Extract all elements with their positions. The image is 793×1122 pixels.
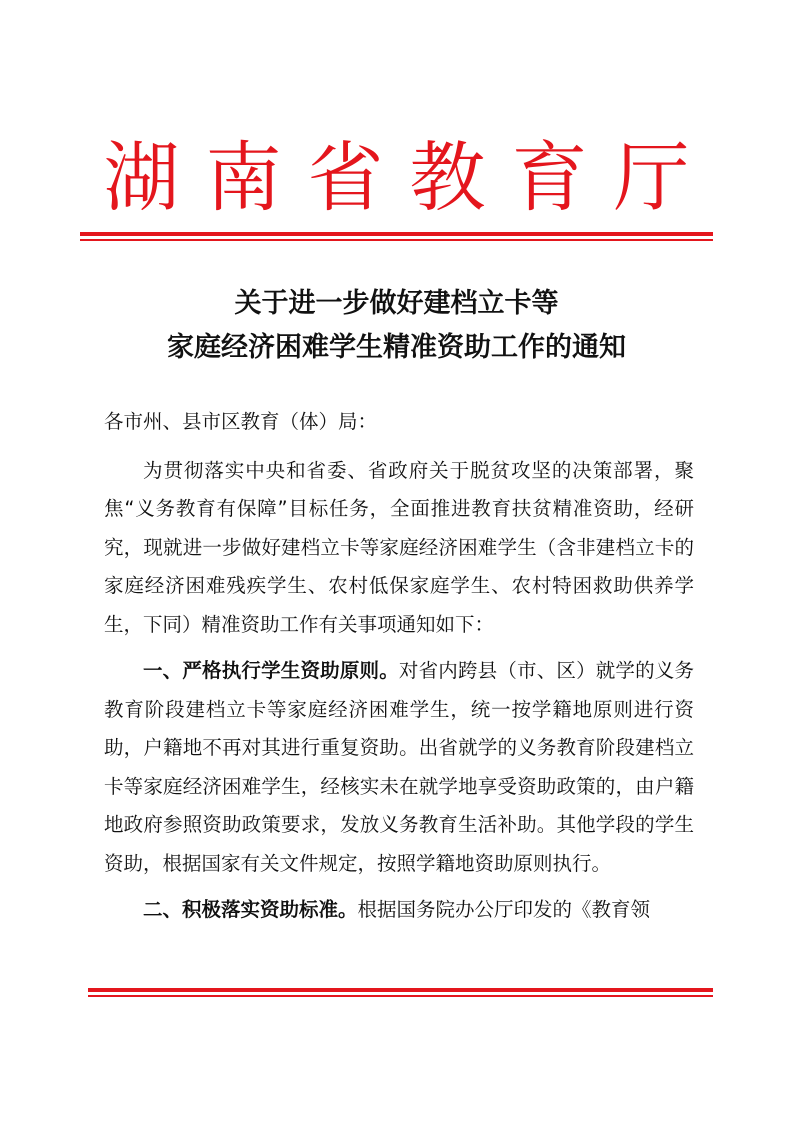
- section-1-heading: 一、严格执行学生资助原则。: [143, 659, 399, 682]
- section-1-text: 对省内跨县（市、区）就学的义务教育阶段建档立卡等家庭经济困难学生，统一按学籍地原则进行资助，户籍地不再对其进行重复资助。出省就学的义务教育阶段建档立卡等家庭经济困难学生，经核实未在就学地享受资助政策的，由户籍地政府参照资助政策要求，发放义务教育生活补助。其他学段的学生资助，根据国家有关文件规定，按照学籍地资助原则执行。: [104, 659, 694, 875]
- salutation: 各市州、县市区教育（体）局：: [104, 410, 378, 433]
- agency-masthead: 湖南省教育厅: [103, 133, 716, 222]
- document-title-line-2: 家庭经济困难学生精准资助工作的通知: [167, 332, 626, 363]
- header-divider-thin: [80, 239, 713, 241]
- document-title: [0, 282, 793, 370]
- footer-divider-thin: [88, 995, 713, 997]
- header-divider: [80, 232, 713, 241]
- footer-divider: [88, 988, 713, 997]
- intro-paragraph: 为贯彻落实中央和省委、省政府关于脱贫攻坚的决策部署，聚焦“义务教育有保障”目标任务，全面推进教育扶贫精准资助，经研究，现就进一步做好建档立卡等家庭经济困难学生（含非建档立卡的家庭经济困难残疾学生、农村低保家庭学生、农村特困救助供养学生，下同）精准资助工作有关事项通知如下：: [104, 458, 694, 636]
- section-2-text: 根据国务院办公厅印发的《教育领: [357, 898, 651, 921]
- document-body: [104, 403, 694, 938]
- section-2-heading: 二、积极落实资助标准。: [143, 898, 358, 921]
- section-1-paragraph: [104, 652, 694, 883]
- document-title-line-1: 关于进一步做好建档立卡等: [234, 288, 559, 319]
- section-2-paragraph: [104, 891, 694, 930]
